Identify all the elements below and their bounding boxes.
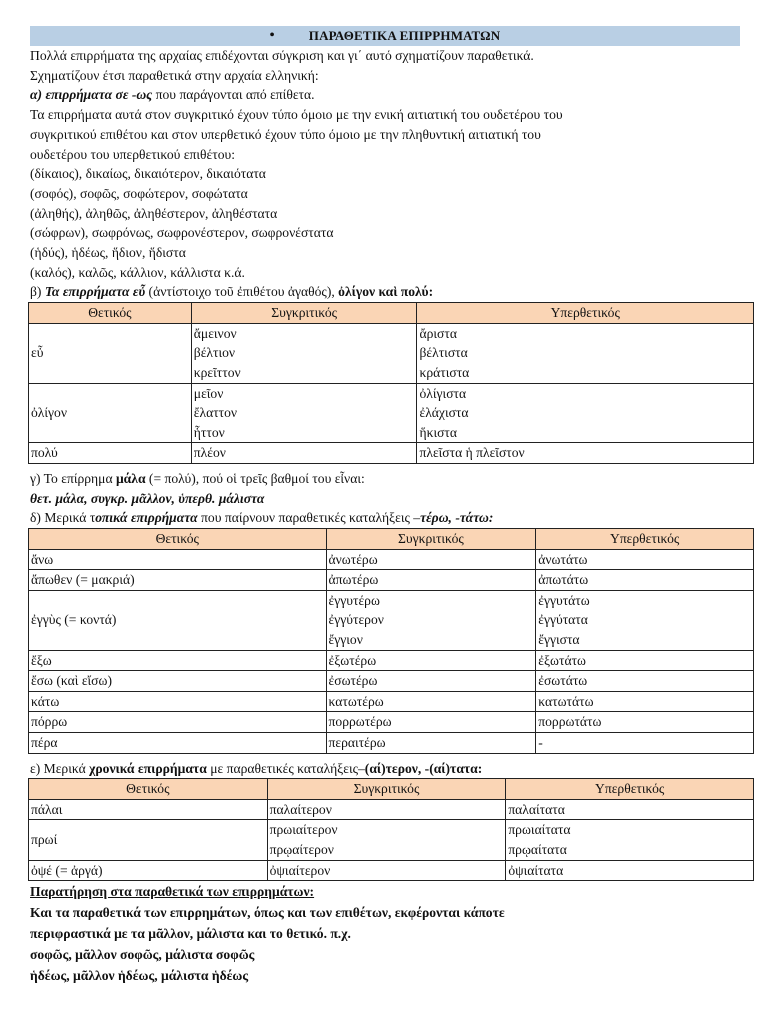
example-line: (καλός), καλῶς, κάλλιον, κάλλιστα κ.ά. (30, 264, 245, 280)
example-line: (ἡδύς), ἡδέως, ἥδιον, ἥδιστα (30, 245, 186, 261)
section-a-label: α) επιρρήματα σε -ως (30, 87, 153, 103)
cell-form: ἀπωτέρω (328, 572, 379, 588)
header-comparative: Συγκριτικός (267, 779, 506, 800)
table-section-d (28, 528, 754, 754)
cell-form: μεῖον (193, 385, 224, 401)
cell-comparative (326, 712, 536, 733)
header-superlative: Υπερθετικός (417, 303, 754, 324)
cell-superlative (536, 590, 754, 650)
cell-superlative (417, 443, 754, 464)
cell-comparative (191, 323, 417, 383)
cell-form: περαιτέρω (328, 734, 386, 750)
section-c-rest: (= πολύ), πού οἱ τρεῖς βαθμοί του εἶναι: (145, 470, 365, 486)
cell-positive: ὀψέ (= ἀργά) (29, 860, 268, 881)
cell-superlative (536, 549, 754, 570)
cell-superlative (536, 671, 754, 692)
header-comparative: Συγκριτικός (191, 303, 417, 324)
note-line: Και τα παραθετικά των επιρρημάτων, όπως και των επιθέτων, εκφέρονται κάποτε (30, 904, 505, 920)
cell-positive: πάλαι (29, 799, 268, 820)
cell-form: ἔγγιον (328, 631, 363, 647)
cell-form: κρεῖττον (193, 364, 241, 380)
cell-positive: ἄπωθεν (= μακριά) (29, 570, 327, 591)
table-row (29, 590, 754, 650)
note-heading: Παρατήρηση στα παραθετικά των επιρρημάτων: (30, 884, 315, 900)
section-d-heading (30, 508, 740, 528)
table-body (29, 323, 754, 463)
example-line: (ἀληθής), ἀληθῶς, ἀληθέστερον, ἀληθέστατα (30, 205, 278, 221)
table-row (29, 443, 754, 464)
cell-form: βέλτιστα (419, 345, 468, 361)
cell-superlative (536, 570, 754, 591)
title-bullet: • (269, 28, 275, 43)
section-e-label: χρονικά επιρρήματα (89, 760, 207, 776)
cell-form: πρωιαίτατα (508, 822, 571, 838)
table-header-row (29, 779, 754, 800)
cell-superlative (536, 732, 754, 753)
page-title (30, 26, 740, 46)
cell-form: πλεῖστα ἡ πλεῖστον (419, 445, 525, 461)
section-a-desc-line: ουδετέρου του υπερθετικού επιθέτου: (30, 146, 236, 162)
section-e-rest: με παραθετικές καταλήξεις– (206, 760, 365, 776)
cell-form: ἐγγύτατα (538, 612, 588, 628)
table-row (29, 691, 754, 712)
section-e-endings: (αί)τερον, -(αί)τατα: (364, 760, 483, 776)
cell-form: ἔγγιστα (538, 631, 580, 647)
cell-form: ἐσωτέρω (328, 673, 378, 689)
section-d-endings: τέρω, -τάτω: (420, 510, 494, 526)
section-b-heading (30, 282, 740, 302)
cell-form: ἐγγυτάτω (538, 592, 590, 608)
example-line: (δίκαιος), δικαίως, δικαιότερον, δικαιότατα (30, 166, 266, 182)
section-a-heading (30, 85, 740, 105)
cell-form: ὀψιαίτερον (269, 862, 331, 878)
cell-comparative (326, 691, 536, 712)
section-a-desc-line: συγκριτικού επιθέτου και στον υπερθετικό έχουν τύπο όμοιο με την πληθυντική αιτιατική του (30, 126, 541, 142)
cell-form: ἄριστα (419, 325, 457, 341)
table-section-e (28, 778, 754, 881)
section-d-rest: που παίρνουν παραθετικές καταλήξεις – (197, 510, 421, 526)
table-row (29, 323, 754, 383)
cell-form: ἀπωτάτω (538, 572, 589, 588)
cell-form: ὀλίγιστα (419, 385, 467, 401)
cell-form: ἄμεινον (193, 325, 237, 341)
cell-form: πρῳαίτερον (269, 842, 334, 858)
cell-form: πορρωτάτω (538, 714, 602, 730)
section-c-heading (30, 469, 740, 489)
table-row (29, 671, 754, 692)
cell-form: ἐλάχιστα (419, 405, 469, 421)
cell-form: πορρωτέρω (328, 714, 392, 730)
header-positive: Θετικός (29, 779, 268, 800)
cell-comparative (267, 799, 506, 820)
cell-positive: κάτω (29, 691, 327, 712)
table-row (29, 860, 754, 881)
cell-form: ἧττον (193, 424, 225, 440)
table-row (29, 650, 754, 671)
cell-form: πρῳαίτατα (508, 842, 567, 858)
section-b-middle: (ἀντίστοιχο τοῦ ἐπιθέτου ἀγαθός), (145, 284, 339, 300)
cell-form: ἔλαττον (193, 405, 238, 421)
cell-superlative (506, 820, 754, 860)
cell-superlative (536, 712, 754, 733)
table-row (29, 712, 754, 733)
header-comparative: Συγκριτικός (326, 529, 536, 550)
header-superlative: Υπερθετικός (536, 529, 754, 550)
section-c-degrees: θετ. μάλα, συγκρ. μᾶλλον, ὑπερθ. μάλιστα (30, 490, 265, 506)
cell-comparative (326, 650, 536, 671)
document-page (30, 26, 740, 986)
example-line: (σώφρων), σωφρόνως, σωφρονέστερον, σωφρονέστατα (30, 225, 334, 241)
cell-comparative (326, 590, 536, 650)
cell-comparative (191, 383, 417, 443)
cell-form: βέλτιον (193, 345, 236, 361)
note-line: ἡδέως, μᾶλλον ἡδέως, μάλιστα ἡδέως (30, 967, 249, 983)
section-a-rest: που παράγονται από επίθετα. (152, 87, 315, 103)
table-row (29, 820, 754, 860)
cell-form: πλέον (193, 445, 226, 461)
cell-form: ἐξωτάτω (538, 652, 586, 668)
cell-positive: ἄνω (29, 549, 327, 570)
header-positive: Θετικός (29, 529, 327, 550)
table-row (29, 570, 754, 591)
cell-superlative (506, 799, 754, 820)
cell-positive: πρωί (29, 820, 268, 860)
table-row (29, 383, 754, 443)
cell-comparative (326, 671, 536, 692)
cell-form: πρωιαίτερον (269, 822, 338, 838)
table-row (29, 549, 754, 570)
cell-form: παλαίτερον (269, 801, 332, 817)
section-b-end: ὀλίγον καὶ πολύ: (338, 284, 434, 300)
cell-superlative (417, 383, 754, 443)
cell-superlative (536, 691, 754, 712)
header-superlative: Υπερθετικός (506, 779, 754, 800)
section-a-desc-line: Τα επιρρήματα αυτά στον συγκριτικό έχουν τύπο όμοιο με την ενική αιτιατική του ουδετέρου του (30, 107, 563, 123)
cell-positive: πέρα (29, 732, 327, 753)
cell-positive: πολύ (29, 443, 192, 464)
cell-form: - (538, 734, 543, 750)
cell-form: ἐσωτάτω (538, 673, 588, 689)
cell-form: ὀψιαίτατα (508, 862, 564, 878)
note-line: περιφραστικά με τα μᾶλλον, μάλιστα και το θετικό. π.χ. (30, 925, 351, 941)
cell-form: κατωτάτω (538, 693, 594, 709)
section-c-word: μάλα (115, 470, 146, 486)
cell-positive: ἐγγὺς (= κοντά) (29, 590, 327, 650)
cell-positive: εὖ (29, 323, 192, 383)
table-section-b (28, 302, 754, 464)
cell-form: κράτιστα (419, 364, 470, 380)
cell-comparative (326, 732, 536, 753)
table-header-row (29, 303, 754, 324)
cell-comparative (267, 860, 506, 881)
cell-form: ἀνωτέρω (328, 551, 378, 567)
note-line: σοφῶς, μᾶλλον σοφῶς, μάλιστα σοφῶς (30, 946, 255, 962)
table-row (29, 799, 754, 820)
cell-positive: πόρρω (29, 712, 327, 733)
cell-form: παλαίτατα (508, 801, 565, 817)
title-text: ΠΑΡΑΘΕΤΙΚΑ ΕΠΙΡΡΗΜΑΤΩΝ (308, 28, 501, 43)
section-e-prefix: ε) Μερικά (30, 760, 90, 776)
cell-comparative (326, 570, 536, 591)
cell-positive: ὀλίγον (29, 383, 192, 443)
cell-superlative (536, 650, 754, 671)
cell-form: ἐγγυτέρω (328, 592, 380, 608)
table-row (29, 732, 754, 753)
table-body (29, 549, 754, 753)
cell-comparative (191, 443, 417, 464)
cell-form: ἐξωτέρω (328, 652, 377, 668)
section-e-heading (30, 759, 740, 779)
example-line: (σοφός), σοφῶς, σοφώτερον, σοφώτατα (30, 185, 248, 201)
table-body (29, 799, 754, 880)
cell-positive: ἔξω (29, 650, 327, 671)
cell-superlative (417, 323, 754, 383)
section-c-prefix: γ) Το επίρρημα (30, 470, 116, 486)
section-b-prefix: β) (30, 284, 45, 300)
table-header-row (29, 529, 754, 550)
cell-comparative (326, 549, 536, 570)
cell-form: ἥκιστα (419, 424, 458, 440)
cell-form: κατωτέρω (328, 693, 384, 709)
cell-superlative (506, 860, 754, 881)
cell-form: ἐγγύτερον (328, 612, 384, 628)
intro-line: Σχηματίζουν έτσι παραθετικά στην αρχαία ελληνική: (30, 67, 319, 83)
header-positive: Θετικός (29, 303, 192, 324)
cell-positive: ἔσω (καὶ εἴσω) (29, 671, 327, 692)
section-d-prefix: δ) Μερικά τ (30, 510, 96, 526)
section-d-label: οπικά επιρρήματα (95, 510, 198, 526)
intro-line: Πολλά επιρρήματα της αρχαίας επιδέχονται σύγκριση και γι΄ αυτό σχηματίζουν παραθετικά. (30, 48, 534, 63)
section-b-label: Τα επιρρήματα εὖ (44, 284, 146, 300)
cell-form: ἀνωτάτω (538, 551, 588, 567)
cell-comparative (267, 820, 506, 860)
